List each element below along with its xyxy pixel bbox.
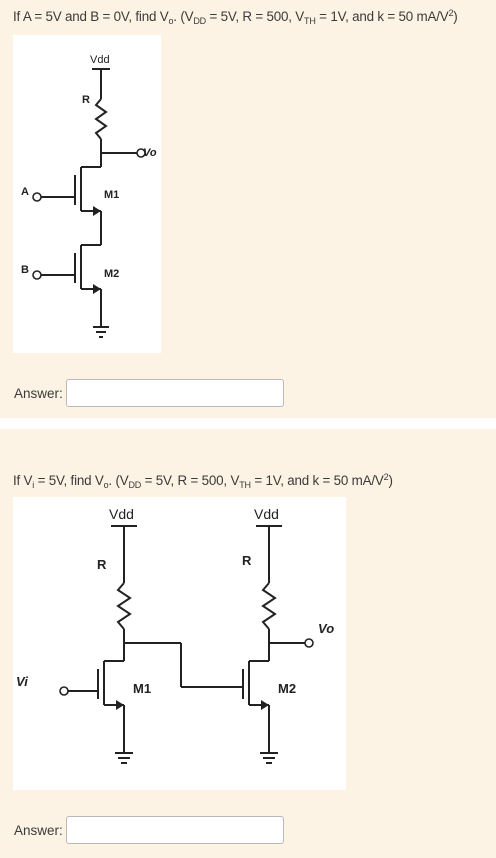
vdd-label-2: Vdd [254,506,279,522]
two-stage-inverter-circuit [13,497,346,790]
m2-label: M2 [104,268,120,280]
resistor-label-2: R [242,553,252,568]
question-2-text: If $V_i = 5V$, find $V_o$. ($V_{DD} = 5V$, R = 500, $V_{TH} = 1V$, and k = 50 $mA/V^2$) [13,472,393,490]
question-card-2 [0,429,496,858]
vi-label: Vi [16,674,28,689]
answer-label-2: Answer: [14,823,63,838]
m1-label: M1 [104,189,120,201]
circuit-diagram-2 [13,497,346,790]
vdd-label: Vdd [90,54,110,66]
question-1-text: If A = 5V and B = 0V, find $V_o$. ($V_{DD} = 5V$, R = 500, $V_{TH} = 1V$, and k = 50 $mA/V^2$) [13,8,458,26]
nmos-series-circuit [13,35,161,353]
answer-input-2[interactable] [66,816,284,844]
answer-input-1[interactable] [66,379,284,407]
answer-label-1: Answer: [14,386,63,401]
resistor-label-1: R [97,557,107,572]
m2-label: M2 [278,681,297,696]
vdd-label-1: Vdd [109,506,134,522]
m1-label: M1 [133,681,152,696]
circuit-diagram-1 [13,35,161,353]
vo-label: Vo [143,147,157,159]
vo-label: Vo [318,621,335,636]
question-card-1 [0,0,496,418]
resistor-label: R [82,94,90,106]
input-a-label: A [21,186,29,198]
input-b-label: B [21,264,29,276]
